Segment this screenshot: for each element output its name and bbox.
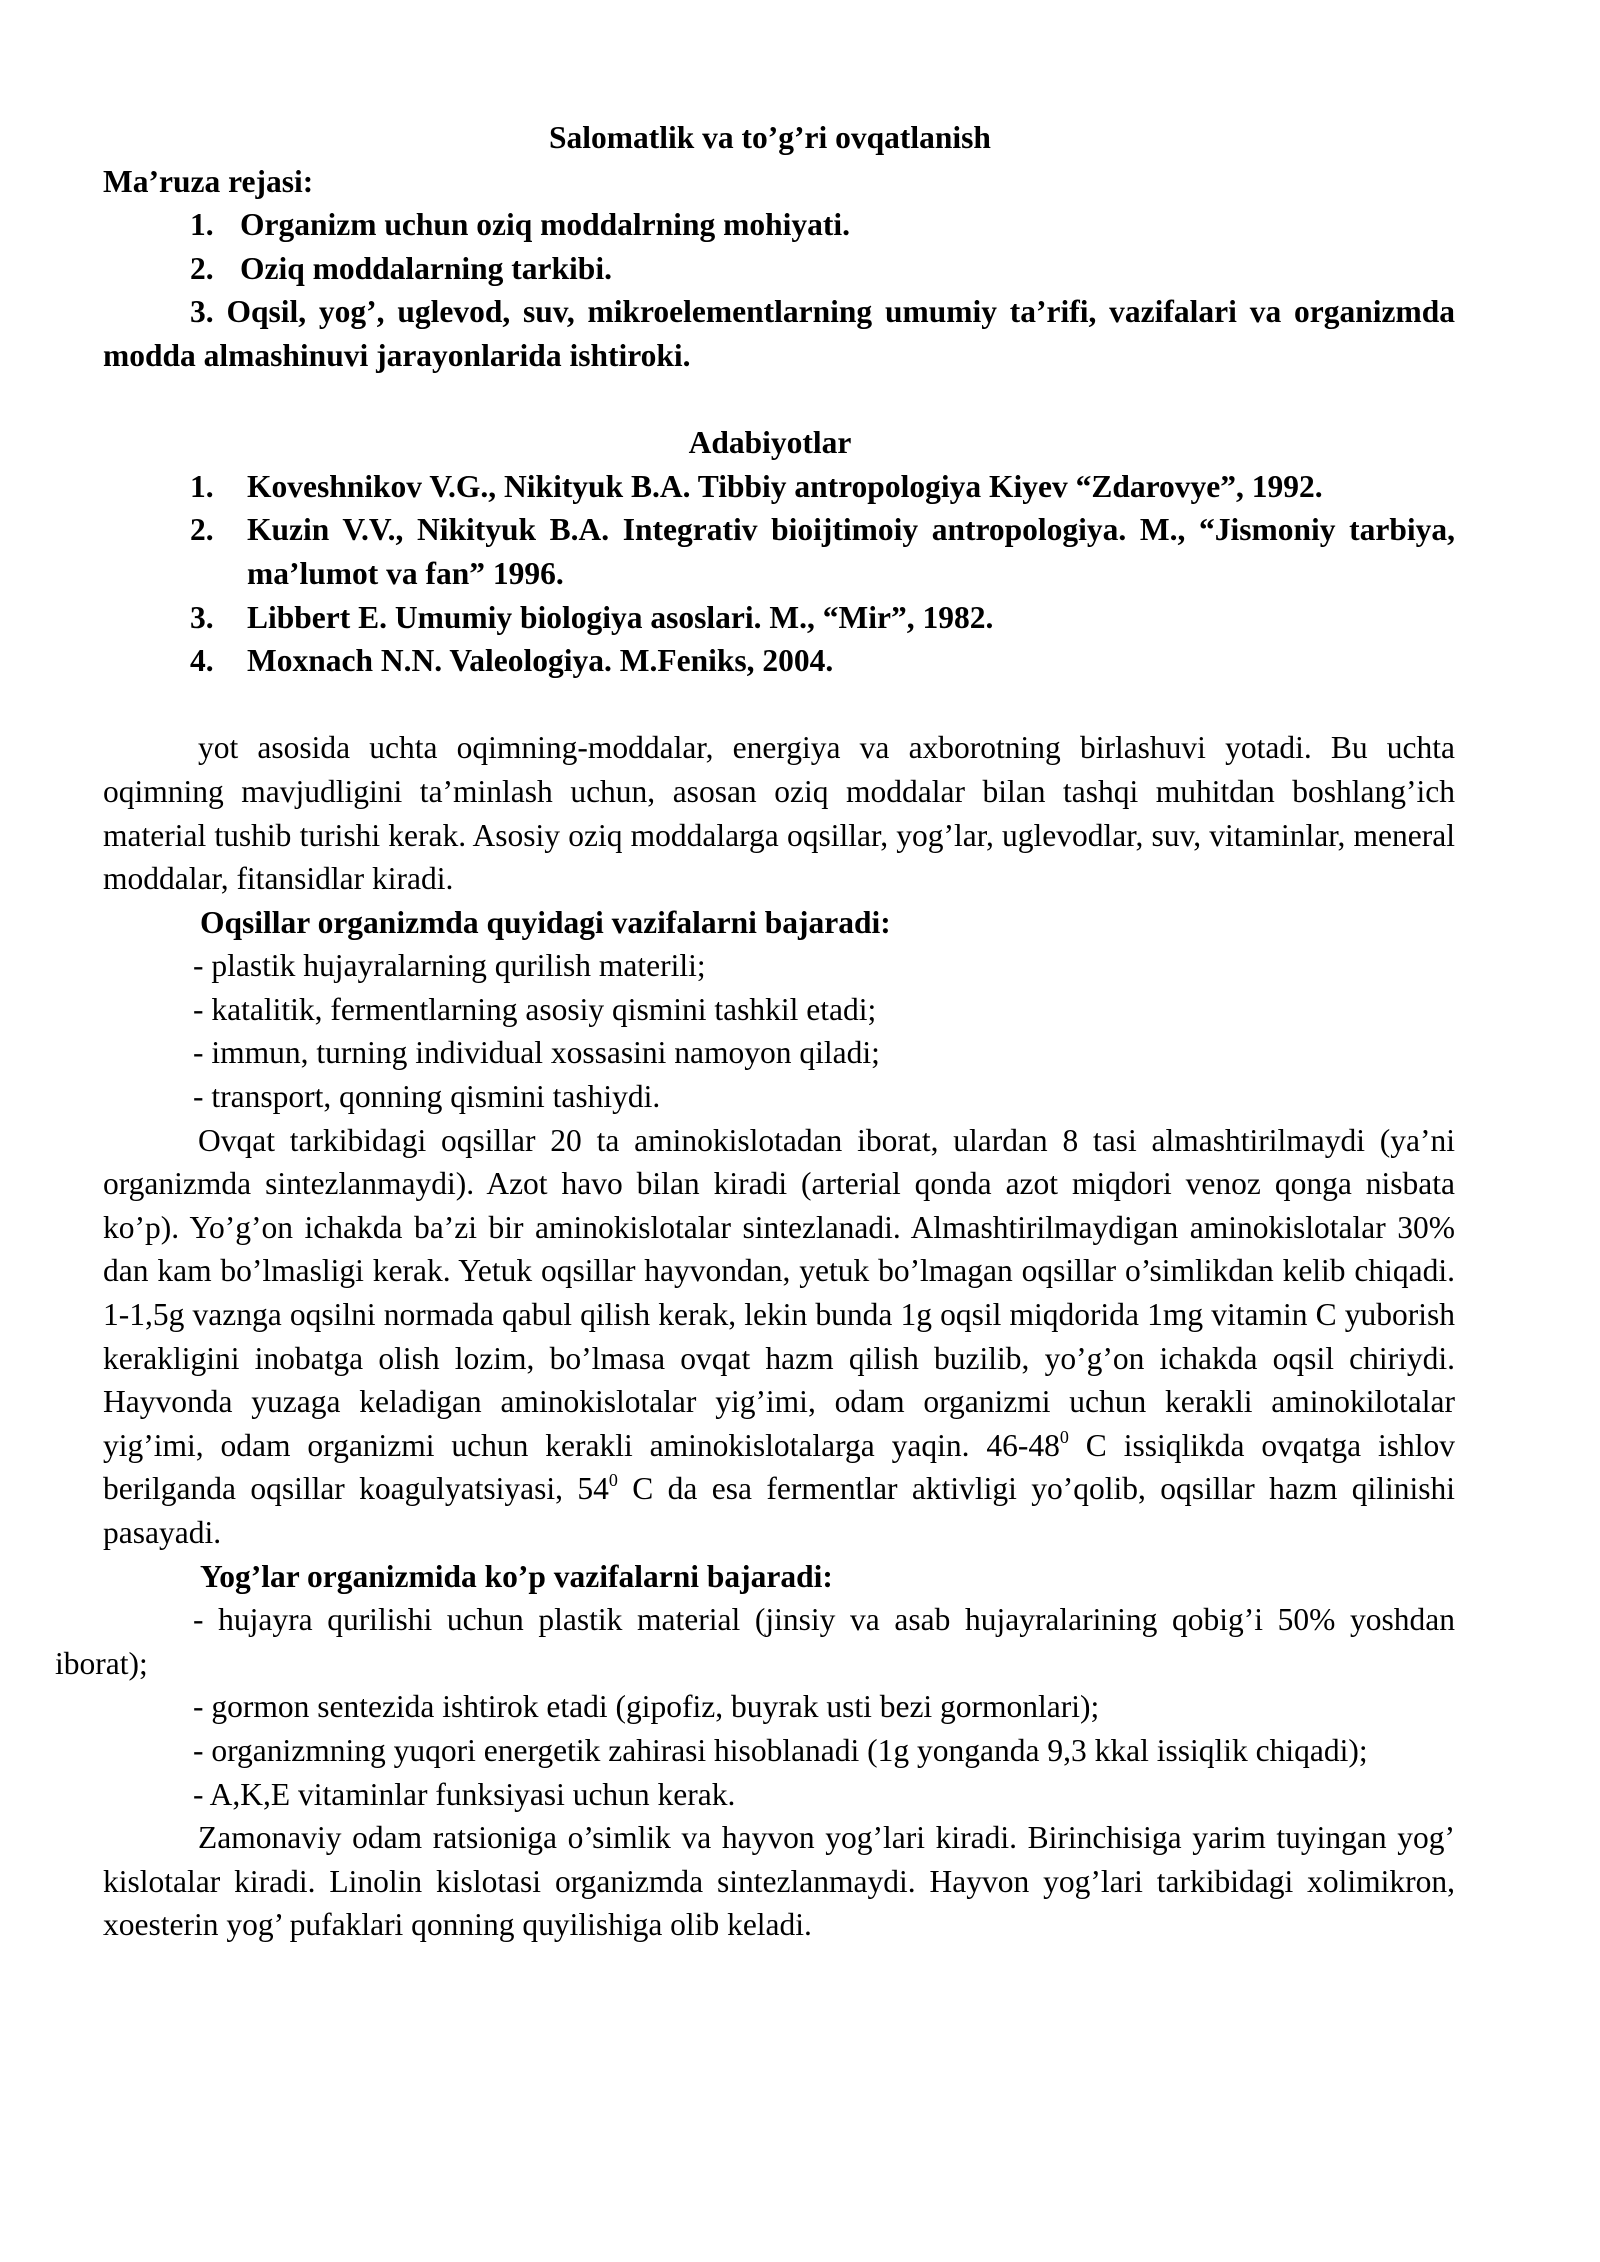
reference-number: 4. xyxy=(190,643,214,679)
reference-item-4 xyxy=(190,639,1455,683)
reference-number: 1. xyxy=(190,468,214,504)
plan-item-3 xyxy=(103,290,1455,377)
reference-text: Libbert E. Umumiy biologiya asoslari. M., “Mir”, 1982. xyxy=(247,599,994,635)
proteins-heading: Oqsillar organizmda quyidagi vazifalarni bajaradi: xyxy=(200,904,891,940)
proteins-list-item: - transport, qonning qismini tashiydi. xyxy=(193,1079,661,1115)
reference-item-2 xyxy=(190,508,1455,595)
plan-item-text: Organizm uchun oziq moddalrning mohiyati. xyxy=(240,207,850,243)
fats-list-item: - hujayra qurilishi uchun plastik material (jinsiy va asab hujayralarining qobig’i 50% yoshdan iborat); xyxy=(55,1602,1455,1681)
fats-list-item: - A,K,E vitaminlar funksiyasi uchun kerak. xyxy=(193,1776,736,1812)
proteins-list-item: - immun, turning individual xossasini namoyon qiladi; xyxy=(193,1035,880,1071)
intro-paragraph: yot asosida uchta oqimning-moddalar, energiya va axborotning birlashuvi yotadi. Bu uchta oqimning mavjudligini ta’minlash uchun, asosan oziq moddalar bilan tashqi muhitdan boshlang’ich material tushib turishi kerak. Asosiy oziq moddalarga oqsillar, yog’lar, uglevodlar, suv, vitaminlar, meneral moddalar, fitansidlar kiradi. xyxy=(103,730,1455,897)
proteins-text-a: Ovqat tarkibidagi oqsillar 20 ta aminokislotadan iborat, ulardan 8 tasi almashtirilmaydi (ya’ni organizmda sintezlanmaydi). Azot havo bilan kiradi (arterial qonda azot miqdori venoz qonga nisbata ko’p). Yo’g’on ichakda ba’zi bir aminokislotalar sintezlanadi. Almashtirilmaydigan aminokislotalar 30% dan kam bo’lmasligi kerak. Yetuk oqsillar hayvondan, yetuk bo’lmagan oqsillar o’simlikdan kelib chiqadi. 1-1,5g vaznga oqsilni normada qabul qilish kerak, lekin bunda 1g oqsil miqdorida 1mg vitamin C yuborish kerakligini inobatga olish lozim, bo’lmasa ovqat hazm qilish buzilib, yo’g’on ichakda oqsil chiriydi. Hayvonda yuzaga keladigan aminokislotalar yig’imi, odam organizmi uchun kerakli aminokilotalar yig’imi, odam organizmi uchun kerakli aminokislotalarga yaqin. 46-48 xyxy=(103,1122,1455,1463)
reference-text: Moxnach N.N. Valeologiya. M.Feniks, 2004. xyxy=(247,643,834,679)
reference-item-1 xyxy=(190,465,1455,509)
plan-item-text: Oqsil, yog’, uglevod, suv, mikroelementlarning umumiy ta’rifi, vazifalari va organizmda modda almashinuvi jarayonlarida ishtiroki. xyxy=(103,294,1455,373)
degree-superscript: 0 xyxy=(608,1470,618,1491)
proteins-list-item: - katalitik, fermentlarning asosiy qismini tashkil etadi; xyxy=(193,991,877,1027)
spacer xyxy=(0,683,1600,727)
proteins-text-c: C da esa fermentlar aktivligi yo’qolib, oqsillar hazm qilinishi pasayadi. xyxy=(103,1471,1455,1550)
degree-superscript: 0 xyxy=(1059,1426,1069,1447)
plan-item-2 xyxy=(0,247,1600,291)
reference-number: 2. xyxy=(190,512,214,548)
proteins-text-b: C issiqlikda ovqatga ishlov berilganda oqsillar koagulyatsiyasi, 54 xyxy=(103,1427,1455,1507)
proteins-paragraph xyxy=(103,1119,1455,1555)
references-heading: Adabiyotlar xyxy=(688,425,852,461)
plan-item-1 xyxy=(0,203,1600,247)
proteins-list-item: - plastik hujayralarning qurilish materili; xyxy=(193,948,706,984)
reference-text: Koveshnikov V.G., Nikityuk B.A. Tibbiy antropologiya Kiyev “Zdarovye”, 1992. xyxy=(247,468,1323,504)
reference-item-3 xyxy=(190,596,1455,640)
fats-paragraph: Zamonaviy odam ratsioniga o’simlik va hayvon yog’lari kiradi. Birinchisiga yarim tuyingan yog’ kislotalar kiradi. Linolin kislotasi organizmda sintezlanmaydi. Hayvon yog’lari tarkibidagi xolimikron, xoesterin yog’ pufaklari qonning quyilishiga olib keladi. xyxy=(103,1820,1455,1943)
plan-heading: Ma’ruza rejasi: xyxy=(103,163,314,199)
plan-item-number: 2. xyxy=(190,250,214,286)
fats-list-item: - organizmning yuqori energetik zahirasi hisoblanadi (1g yonganda 9,3 kkal issiqlik chiqadi); xyxy=(193,1732,1368,1768)
fats-list-item: - gormon sentezida ishtirok etadi (gipofiz, buyrak usti bezi gormonlari); xyxy=(193,1689,1100,1725)
fats-heading: Yog’lar organizmida ko’p vazifalarni bajaradi: xyxy=(200,1558,833,1594)
reference-text: Kuzin V.V., Nikityuk B.A. Integrativ bioijtimoiy antropologiya. M., “Jismoniy tarbiya, ma’lumot va fan” 1996. xyxy=(247,512,1455,591)
plan-item-number: 1. xyxy=(190,207,214,243)
plan-item-number: 3. xyxy=(190,294,214,330)
document-title: Salomatlik va to’g’ri ovqatlanish xyxy=(549,120,991,155)
plan-item-text: Oziq moddalarning tarkibi. xyxy=(240,250,612,286)
spacer xyxy=(0,378,1600,422)
reference-number: 3. xyxy=(190,599,214,635)
